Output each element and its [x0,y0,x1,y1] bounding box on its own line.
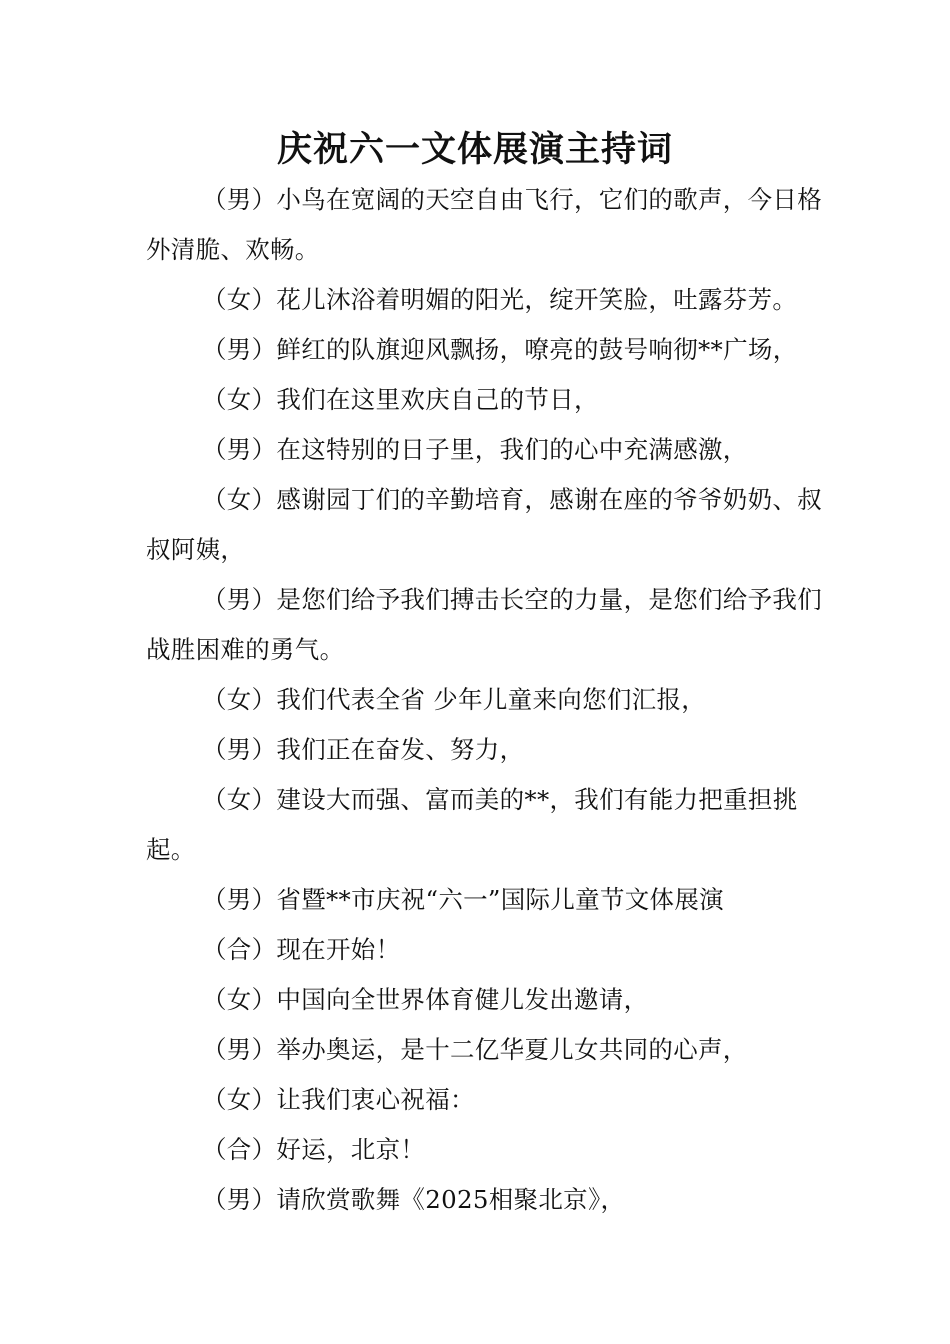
paragraph: （男）小鸟在宽阔的天空自由飞行，它们的歌声，今日格外清脆、欢畅。 [146,185,822,264]
paragraph: （合）现在开始！ [202,935,401,964]
paragraph: （男）鲜红的队旗迎风飘扬，嘹亮的鼓号响彻**广场， [202,335,798,364]
paragraph: （女）建设大而强、富而美的**，我们有能力把重担挑起。 [146,785,798,864]
paragraph: （男）是您们给予我们搏击长空的力量，是您们给予我们战胜困难的勇气。 [146,585,822,664]
paragraph: （男）请欣赏歌舞《2025相聚北京》， [202,1185,626,1214]
paragraph: （女）让我们衷心祝福： [202,1085,475,1114]
paragraph: （男）举办奥运，是十二亿华夏儿女共同的心声， [202,1035,748,1064]
paragraph: （女）我们代表全省 少年儿童来向您们汇报， [202,685,707,714]
paragraph: （女）感谢园丁们的辛勤培育，感谢在座的爷爷奶奶、叔叔阿姨， [146,485,822,564]
paragraph: （男）省暨**市庆祝“六一”国际儿童节文体展演 [202,885,724,914]
document-title: 庆祝六一文体展演主持词 [276,130,673,170]
paragraph: （男）我们正在奋发、努力， [202,735,525,764]
paragraph: （女）中国向全世界体育健儿发出邀请， [202,985,649,1014]
paragraph: （男）在这特别的日子里，我们的心中充满感激， [202,435,748,464]
document-body [146,175,826,1225]
paragraph: （合）好运，北京！ [202,1135,426,1164]
paragraph: （女）我们在这里欢庆自己的节日， [202,385,599,414]
paragraph: （女）花儿沐浴着明媚的阳光，绽开笑脸，吐露芬芳。 [202,285,798,314]
